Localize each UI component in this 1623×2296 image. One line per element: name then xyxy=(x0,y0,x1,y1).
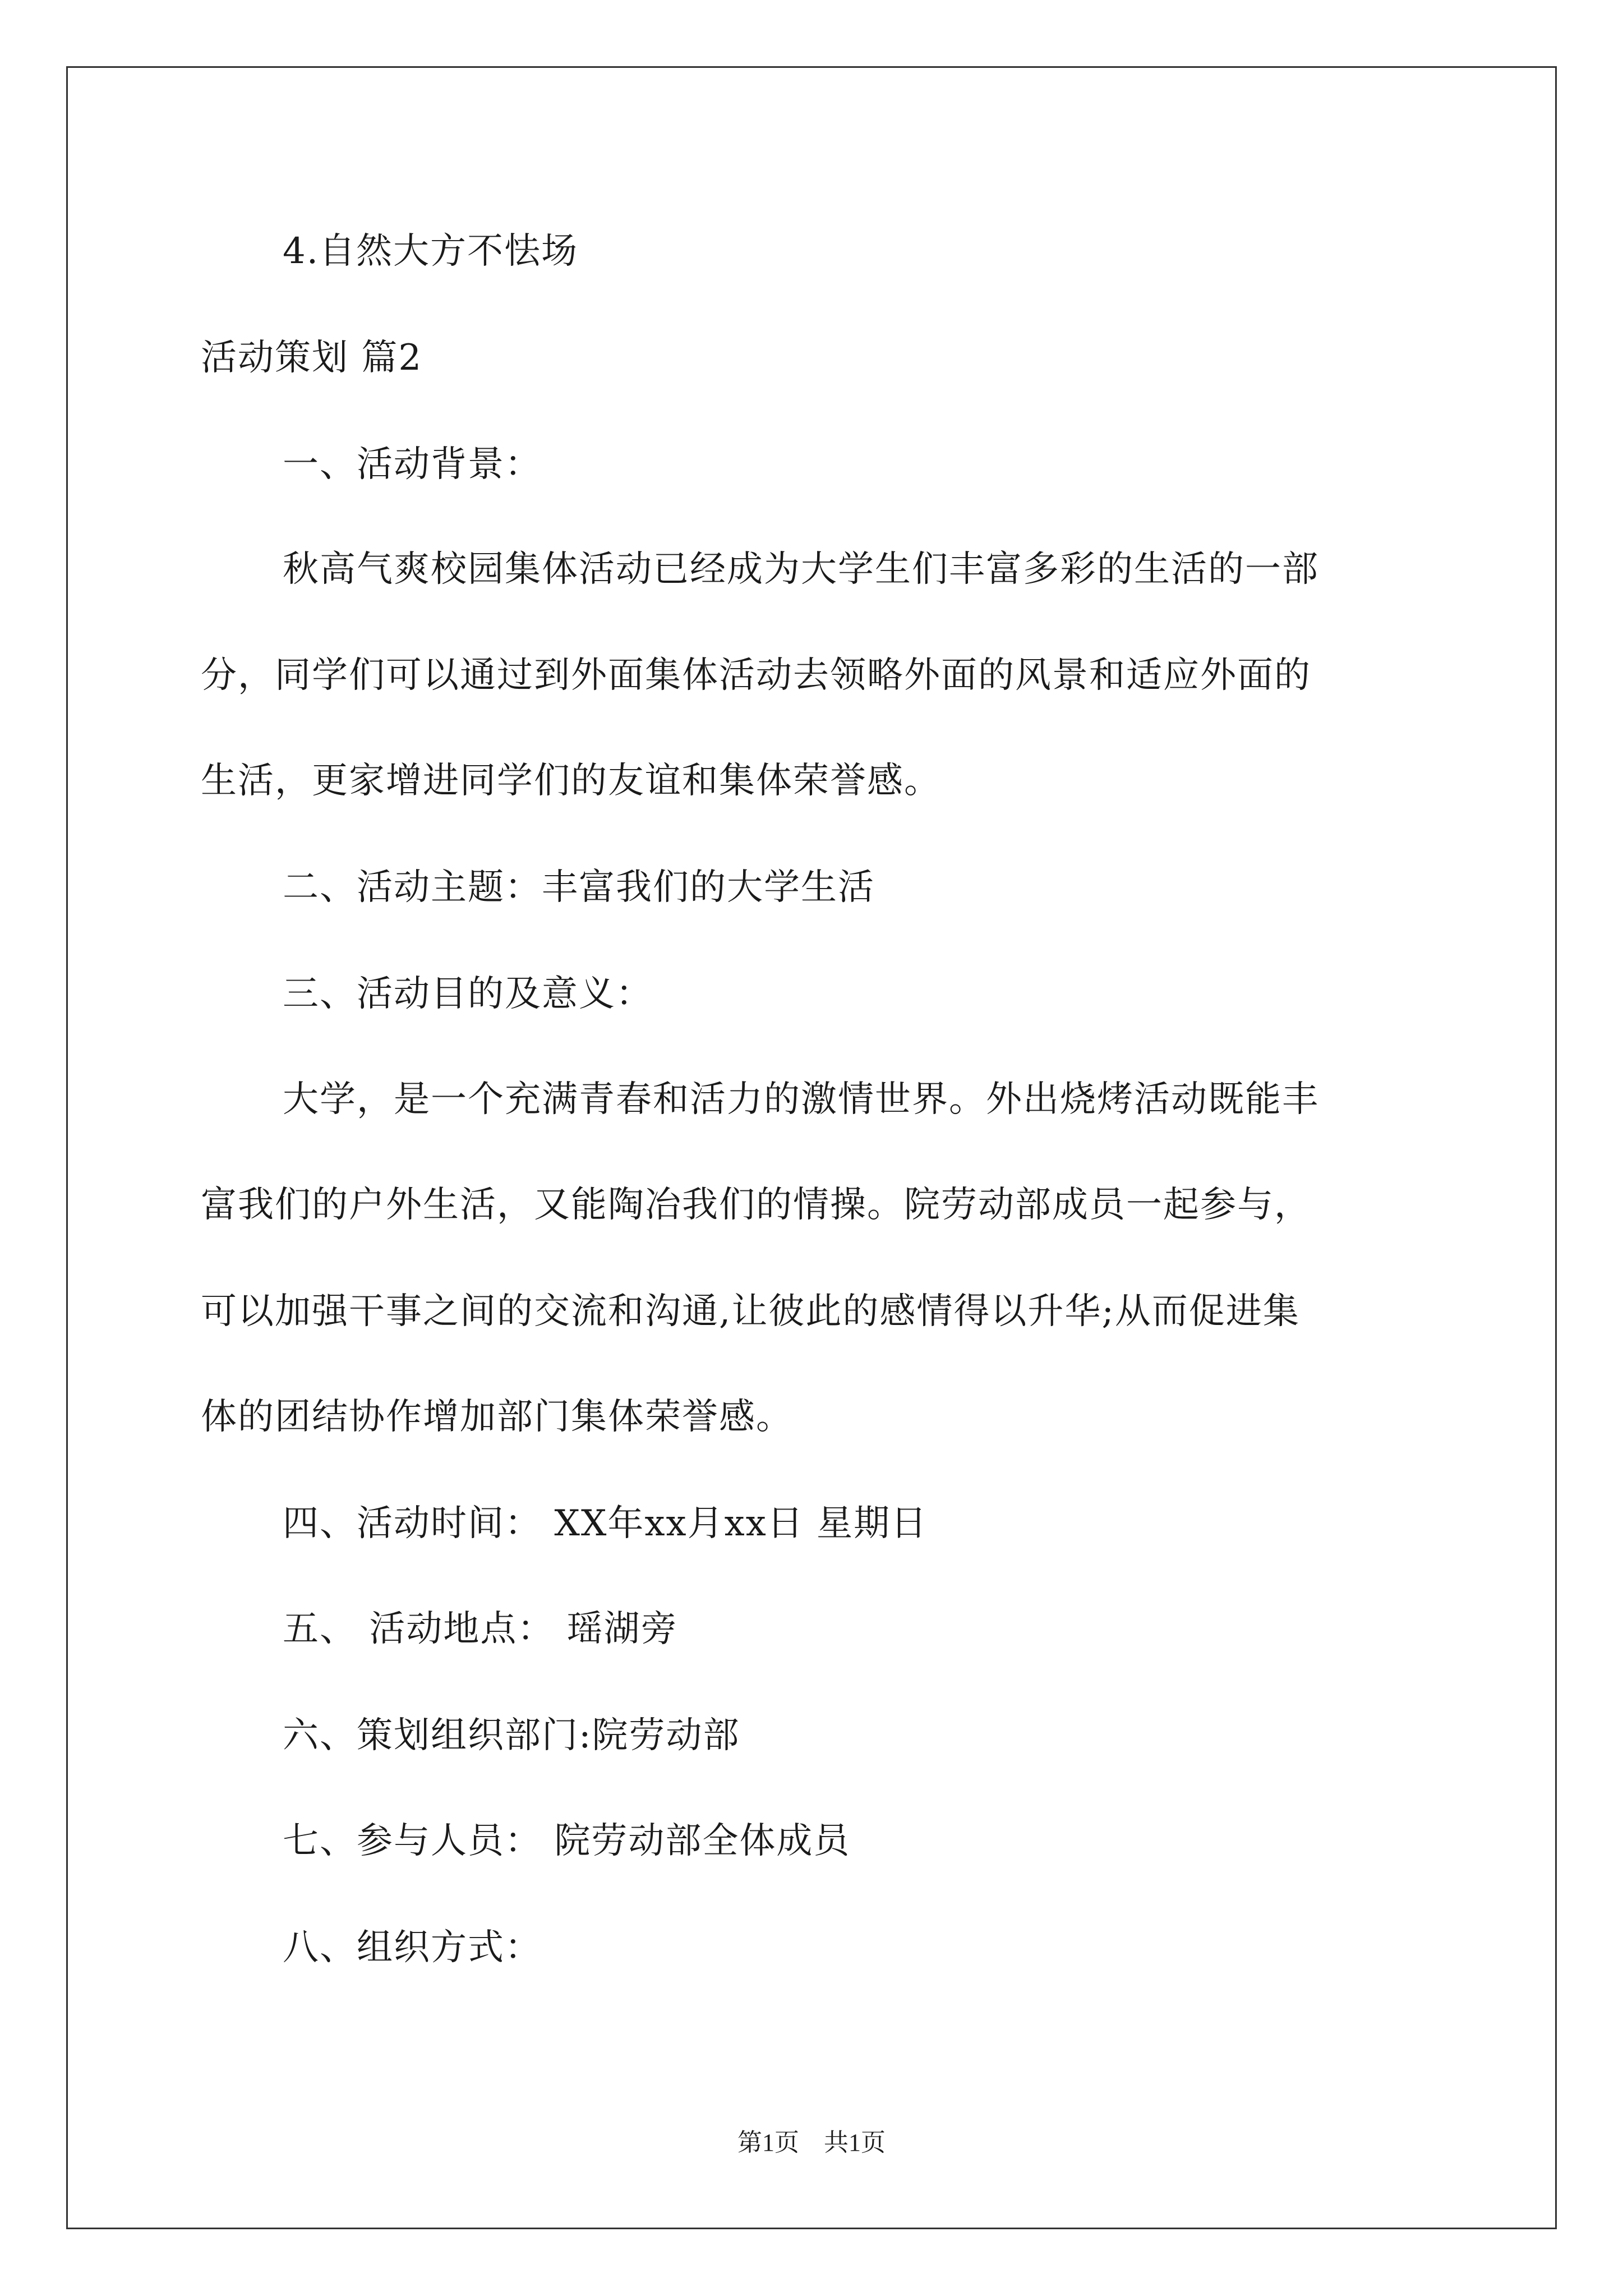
page-border xyxy=(66,66,1557,2229)
paragraph-line: 生活，更家增进同学们的友谊和集体荣誉感。 xyxy=(201,760,941,802)
heading-background: 一、活动背景： xyxy=(283,444,542,485)
paragraph-line: 大学，是一个充满青春和活力的激情世界。外出烧烤活动既能丰 xyxy=(283,1079,1319,1120)
paragraph-line: 可以加强干事之间的交流和沟通,让彼此的感情得以升华;从而促进集 xyxy=(201,1291,1300,1332)
heading-theme: 二、活动主题：丰富我们的大学生活 xyxy=(283,867,875,908)
heading-purpose: 三、活动目的及意义： xyxy=(283,973,653,1015)
page-number-footer: 第1页 共1页 xyxy=(737,2129,886,2156)
heading-organization: 八、组织方式： xyxy=(283,1927,542,1968)
paragraph-line: 秋高气爽校园集体活动已经成为大学生们丰富多彩的生活的一部 xyxy=(283,549,1319,590)
heading-time: 四、活动时间： XX年xx月xx日 星期日 xyxy=(283,1503,928,1544)
paragraph-line: 体的团结协作增加部门集体荣誉感。 xyxy=(201,1396,793,1438)
heading-location: 五、 活动地点： 瑶湖旁 xyxy=(283,1608,678,1650)
heading-organizer: 六、策划组织部门:院劳动部 xyxy=(283,1715,740,1756)
section-heading: 活动策划 篇2 xyxy=(201,337,423,379)
paragraph-line: 分，同学们可以通过到外面集体活动去领略外面的风景和适应外面的 xyxy=(201,655,1311,696)
paragraph-line: 富我们的户外生活，又能陶冶我们的情操。院劳动部成员一起参与， xyxy=(201,1184,1311,1226)
heading-participants: 七、参与人员： 院劳动部全体成员 xyxy=(283,1820,851,1862)
list-item-4: 4.自然大方不怯场 xyxy=(283,231,579,272)
